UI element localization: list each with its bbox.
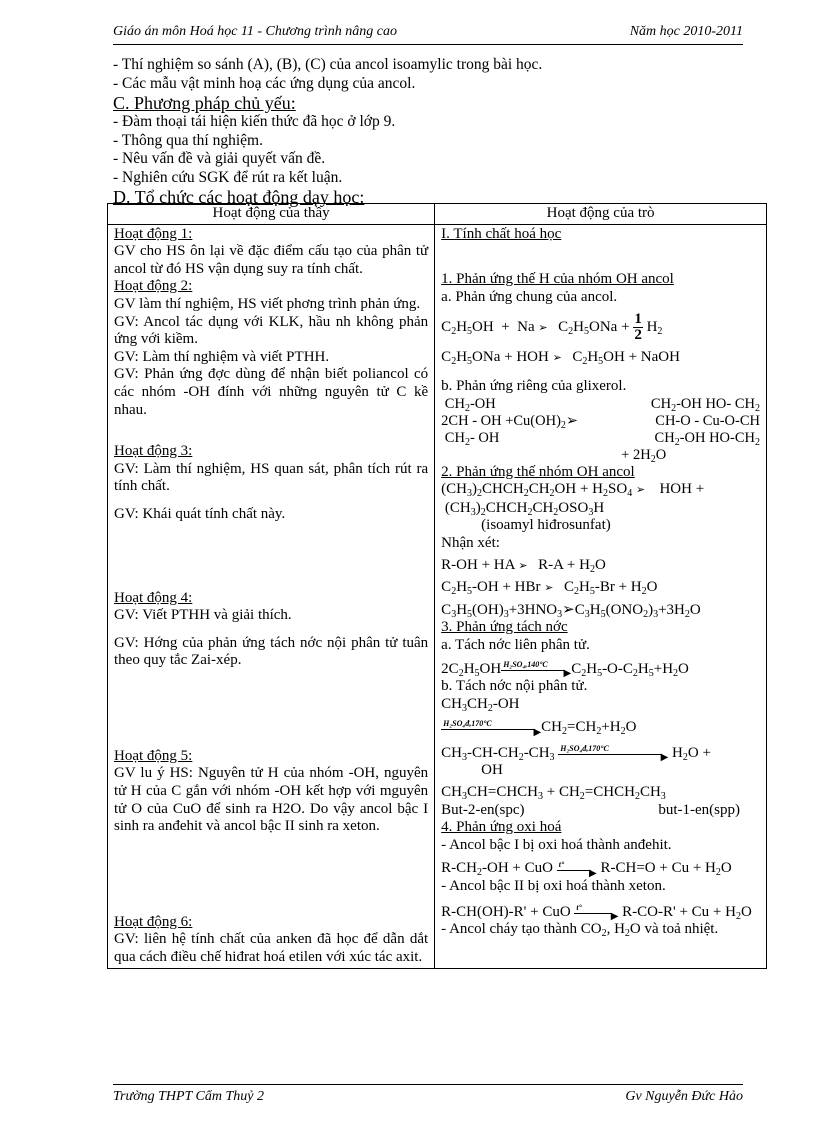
method-item: - Nghiên cứu SGK để rút ra kết luận. <box>113 168 343 186</box>
s14b: - Ancol bậc II bị oxi hoá thành xeton. <box>441 878 666 895</box>
s13b: b. Tách nớc nội phân tử. <box>441 678 588 695</box>
s11b: b. Phản ứng riêng của glixerol. <box>441 377 627 394</box>
s11-heading: 1. Phản ứng thế H của nhóm OH ancol <box>441 271 674 288</box>
footer-left: Trường THPT Cẩm Thuỷ 2 <box>113 1089 264 1104</box>
hd2-text: GV: Làm thí nghiệm và viết PTHH. <box>114 348 330 365</box>
hd2-text: GV làm thí nghiệm, HS viết phơng trình phản ứng. <box>114 295 421 312</box>
equation: $2C_2H_5OH$ H₂SO₄,140°C ▶ $C_2H_5-O-C_2H_5+H_2O$ <box>441 661 760 679</box>
intro-line: - Thí nghiệm so sánh (A), (B), (C) của ancol isoamylic trong bài học. <box>113 56 543 73</box>
hd2-title: Hoạt động 2: <box>114 278 193 295</box>
product-names <box>441 802 760 820</box>
method-item: - Thông qua thí nghiệm. <box>113 131 263 149</box>
condition-label: t° <box>576 903 582 913</box>
col-header-student: Hoạt động của trò <box>435 204 767 225</box>
equation: $CH_3CH_2-OH$ <box>441 695 520 714</box>
equation: $(CH_3)_2CHCH_2CH_2OH + H_2SO_4$ ➢ HOH + <box>441 481 705 500</box>
section-d-heading: D. Tổ chức các hoạt động dạy học: <box>113 187 365 207</box>
note-label: Nhận xét: <box>441 534 500 551</box>
col-header-teacher: Hoạt động của thầy <box>108 204 435 225</box>
equation: R-CH(OH)-R' + CuO t° ▶ $R-CO-R' + Cu + H_2O$ <box>441 904 760 922</box>
header-right: Năm học 2010-2011 <box>629 24 743 39</box>
s1-heading: I. Tính chất hoá học <box>441 225 562 242</box>
header-left: Giáo án môn Hoá học 11 - Chương trình nâng cao <box>113 24 397 39</box>
equation: $C_2H_5OH + Na$ ➢ $C_2H_5ONa$ + $\frac{1}{2}$ $H_2$ <box>441 311 663 344</box>
hd4-text: GV: Hớng của phản ứng tách nớc nội phân tử tuân theo quy tắc Zai-xép. <box>114 634 429 669</box>
s13-heading: 3. Phản ứng tách nớc <box>441 619 568 636</box>
equation: H₂SO₄đ,170°C ▶ $CH_2=CH_2+H_2O$ <box>441 719 760 737</box>
hd2-text: GV: Ancol tác dụng với KLK, hầu nh không phản ứng với kiềm. <box>114 313 429 348</box>
condition-label: t° <box>558 860 565 869</box>
teacher-column <box>108 224 435 968</box>
hd5-text: GV lu ý HS: Nguyên tử H của nhóm -OH, nguyên tử H của C gắn với nhóm -OH kết hợp với mguyên tử O của CuO để sinh ra H2O. Do vậy ancol bậc I sinh ra anđehit và ancol bậc II sinh ra xeton. <box>114 765 429 835</box>
hd5-title: Hoạt động 5: <box>114 747 193 764</box>
hd3-text: GV: Làm thí nghiệm, HS quan sát, phân tích rút ra tính chất. <box>114 460 429 495</box>
method-item: - Đàm thoại tái hiện kiến thức đã học ở lớp 9. <box>113 113 396 130</box>
hd2-text: GV: Phản ứng đợc dùng để nhận biết poliancol có các nhóm -OH đính với những nguyên tử C kề nhau. <box>114 366 429 418</box>
s13a: a. Tách nớc liên phân tử. <box>441 636 590 653</box>
equation: $C_3H_5(OH)_3+3HNO_3➢C_3H_5(ONO_2)_3+3H_2O$ <box>441 601 701 620</box>
hd3-title: Hoạt động 3: <box>114 443 193 460</box>
equation: $C_2H_5-OH$ + HBr ➢ $C_2H_5-Br + H_2O$ <box>441 579 658 598</box>
hd6-text: GV: liên hệ tính chất của anken đã học để dẫn dắt qua cách điều chế hiđrat hoá etilen với xúc tác axit. <box>114 931 429 966</box>
glycerol-equation: $CH_2-OH$ $CH_2-OH$ HO- $CH_2$ 2CH - OH $+Cu(OH)_2➢$ CH-O - Cu-O-CH $CH_2-$ OH $CH_2-OH$ $HO-CH_2$ + $2H_2O$ <box>441 395 760 465</box>
hd4-text: GV: Viết PTHH và giải thích. <box>114 607 292 624</box>
product-name: (isoamyl hiđrosunfat) <box>481 517 611 534</box>
s12-heading: 2. Phản ứng thế nhóm OH ancol <box>441 463 635 480</box>
equation: OH <box>481 762 503 779</box>
activities-table <box>107 203 767 969</box>
hd6-title: Hoạt động 6: <box>114 913 193 930</box>
section-c-heading: C. Phương pháp chủ yếu: <box>113 93 296 113</box>
hd4-title: Hoạt động 4: <box>114 589 193 606</box>
hd1-title: Hoạt động 1: <box>114 225 193 242</box>
equation: $CH_3-CH-CH_2-CH_3$ H₂SO₄đ,170°C ▶ $H_2O$ + <box>441 745 760 763</box>
s14c: - Ancol cháy tạo thành $CO_2$, $H_2O$ và toả nhiệt. <box>441 921 719 940</box>
footer-right: Gv Nguyễn Đức Hảo <box>625 1089 743 1104</box>
but2en-label: But-2-en(spc) <box>441 801 525 818</box>
condition-label: H₂SO₄,140°C <box>503 660 548 670</box>
hd1-text: GV cho HS ôn lại về đặc điểm cấu tạo của phân tử ancol từ đó HS vận dụng suy ra tính chất. <box>114 243 429 277</box>
intro-section <box>113 56 753 207</box>
equation: $CH_3CH=CHCH_3$ + $CH_2=CHCH_2CH_3$ <box>441 784 666 803</box>
hd3-text: GV: Khái quát tính chất này. <box>114 505 286 522</box>
equation: R-OH + HA ➢ $R-A + H_2O$ <box>441 556 606 575</box>
student-column <box>435 224 767 968</box>
page-footer <box>113 1084 743 1109</box>
method-item: - Nêu vấn đề và giải quyết vấn đề. <box>113 150 326 167</box>
page-header <box>113 22 743 45</box>
equation: $(CH_3)_2CHCH_2CH_2OSO_3H$ <box>441 499 605 518</box>
s11a: a. Phản ứng chung của ancol. <box>441 288 618 305</box>
s14-heading: 4. Phản ứng oxi hoá <box>441 819 562 836</box>
but1en-label: but-1-en(spp) <box>658 801 740 818</box>
s14c-post: O và toả nhiệt. <box>629 921 719 938</box>
s14c-pre: - Ancol cháy tạo thành CO <box>441 921 602 938</box>
intro-line: - Các mẫu vật minh hoạ các ứng dụng của ancol. <box>113 74 416 92</box>
equation: $C_2H_5ONa$ + HOH ➢ $C_2H_5OH$ + NaOH <box>441 349 680 368</box>
condition-label: H₂SO₄đ,170°C <box>443 718 492 728</box>
equation: $R-CH_2-OH$ + CuO t° ▶ $R-CH=O + Cu + H_2O$ <box>441 860 760 878</box>
s14a: - Ancol bậc I bị oxi hoá thành anđehit. <box>441 836 672 853</box>
condition-label: H₂SO₄đ,170°C <box>560 744 609 754</box>
